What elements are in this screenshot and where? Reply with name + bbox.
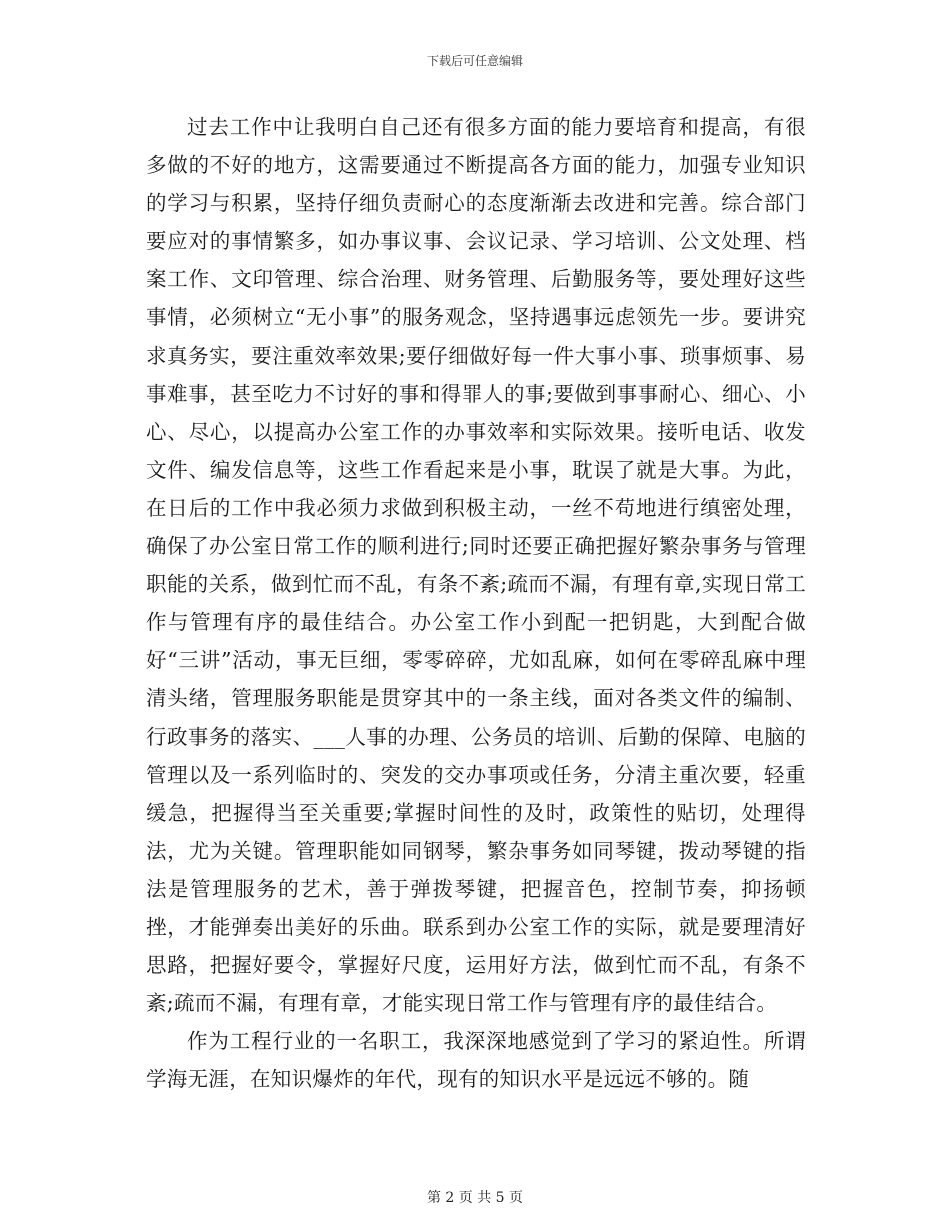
page-number: 第 2 页 共 5 页 [426,1190,524,1206]
body-paragraph-1: 过去工作中让我明白自己还有很多方面的能力要培育和提高，有很多做的不好的地方，这需要通过不断提高各方面的能力，加强专业知识的学习与积累，坚持仔细负责耐心的态度渐渐去改进和完善。综合部门要应对的事情繁多，如办事议事、会议记录、学习培训、公文处理、档案工作、文印管理、综合治理、财务管理、后勤服务等，要处理好这些事情，必须树立“无小事”的服务观念，坚持遇事远虑领先一步。要讲究求真务实，要注重效率效果;要仔细做好每一件大事小事、琐事烦事、易事难事，甚至吃力不讨好的事和得罪人的事;要做到事事耐心、细心、小心、尽心，以提高办公室工作的办事效率和实际效果。接听电话、收发文件、编发信息等，这些工作看起来是小事，耽误了就是大事。为此，在日后的工作中我必须力求做到积极主动，一丝不苟地进行缜密处理，确保了办公室日常工作的顺利进行;同时还要正确把握好繁杂事务与管理职能的关系，做到忙而不乱，有条不紊;疏而不漏，有理有章,实现日常工作与管理有序的最佳结合。办公室工作小到配一把钥匙，大到配合做好“三讲”活动，事无巨细，零零碎碎，尤如乱麻，如何在零碎乱麻中理清头绪，管理服务职能是贯穿其中的一条主线，面对各类文件的编制、行政事务的落实、___人事的办理、公务员的培训、后勤的保障、电脑的管理以及一系列临时的、突发的交办事项或任务，分清主重次要，轻重缓急，把握得当至关重要;掌握时间性的及时，政策性的贴切，处理得法，尤为关键。管理职能如同钢琴，繁杂事务如同琴键，拨动琴键的指法是管理服务的艺术，善于弹拨琴键，把握音色，控制节奏，抑扬顿挫，才能弹奏出美好的乐曲。联系到办公室工作的实际，就是要理清好思路，把握好要令，掌握好尺度，运用好方法，做到忙而不乱，有条不紊;疏而不漏，有理有章，才能实现日常工作与管理有序的最佳结合。 [146,115,806,1016]
document-body [146,108,806,1098]
body-paragraph-2: 作为工程行业的一名职工，我深深地感觉到了学习的紧迫性。所谓学海无涯，在知识爆炸的年代，现有的知识水平是远远不够的。随 [146,1029,806,1092]
page-header: 下载后可任意编辑 [426,54,523,68]
